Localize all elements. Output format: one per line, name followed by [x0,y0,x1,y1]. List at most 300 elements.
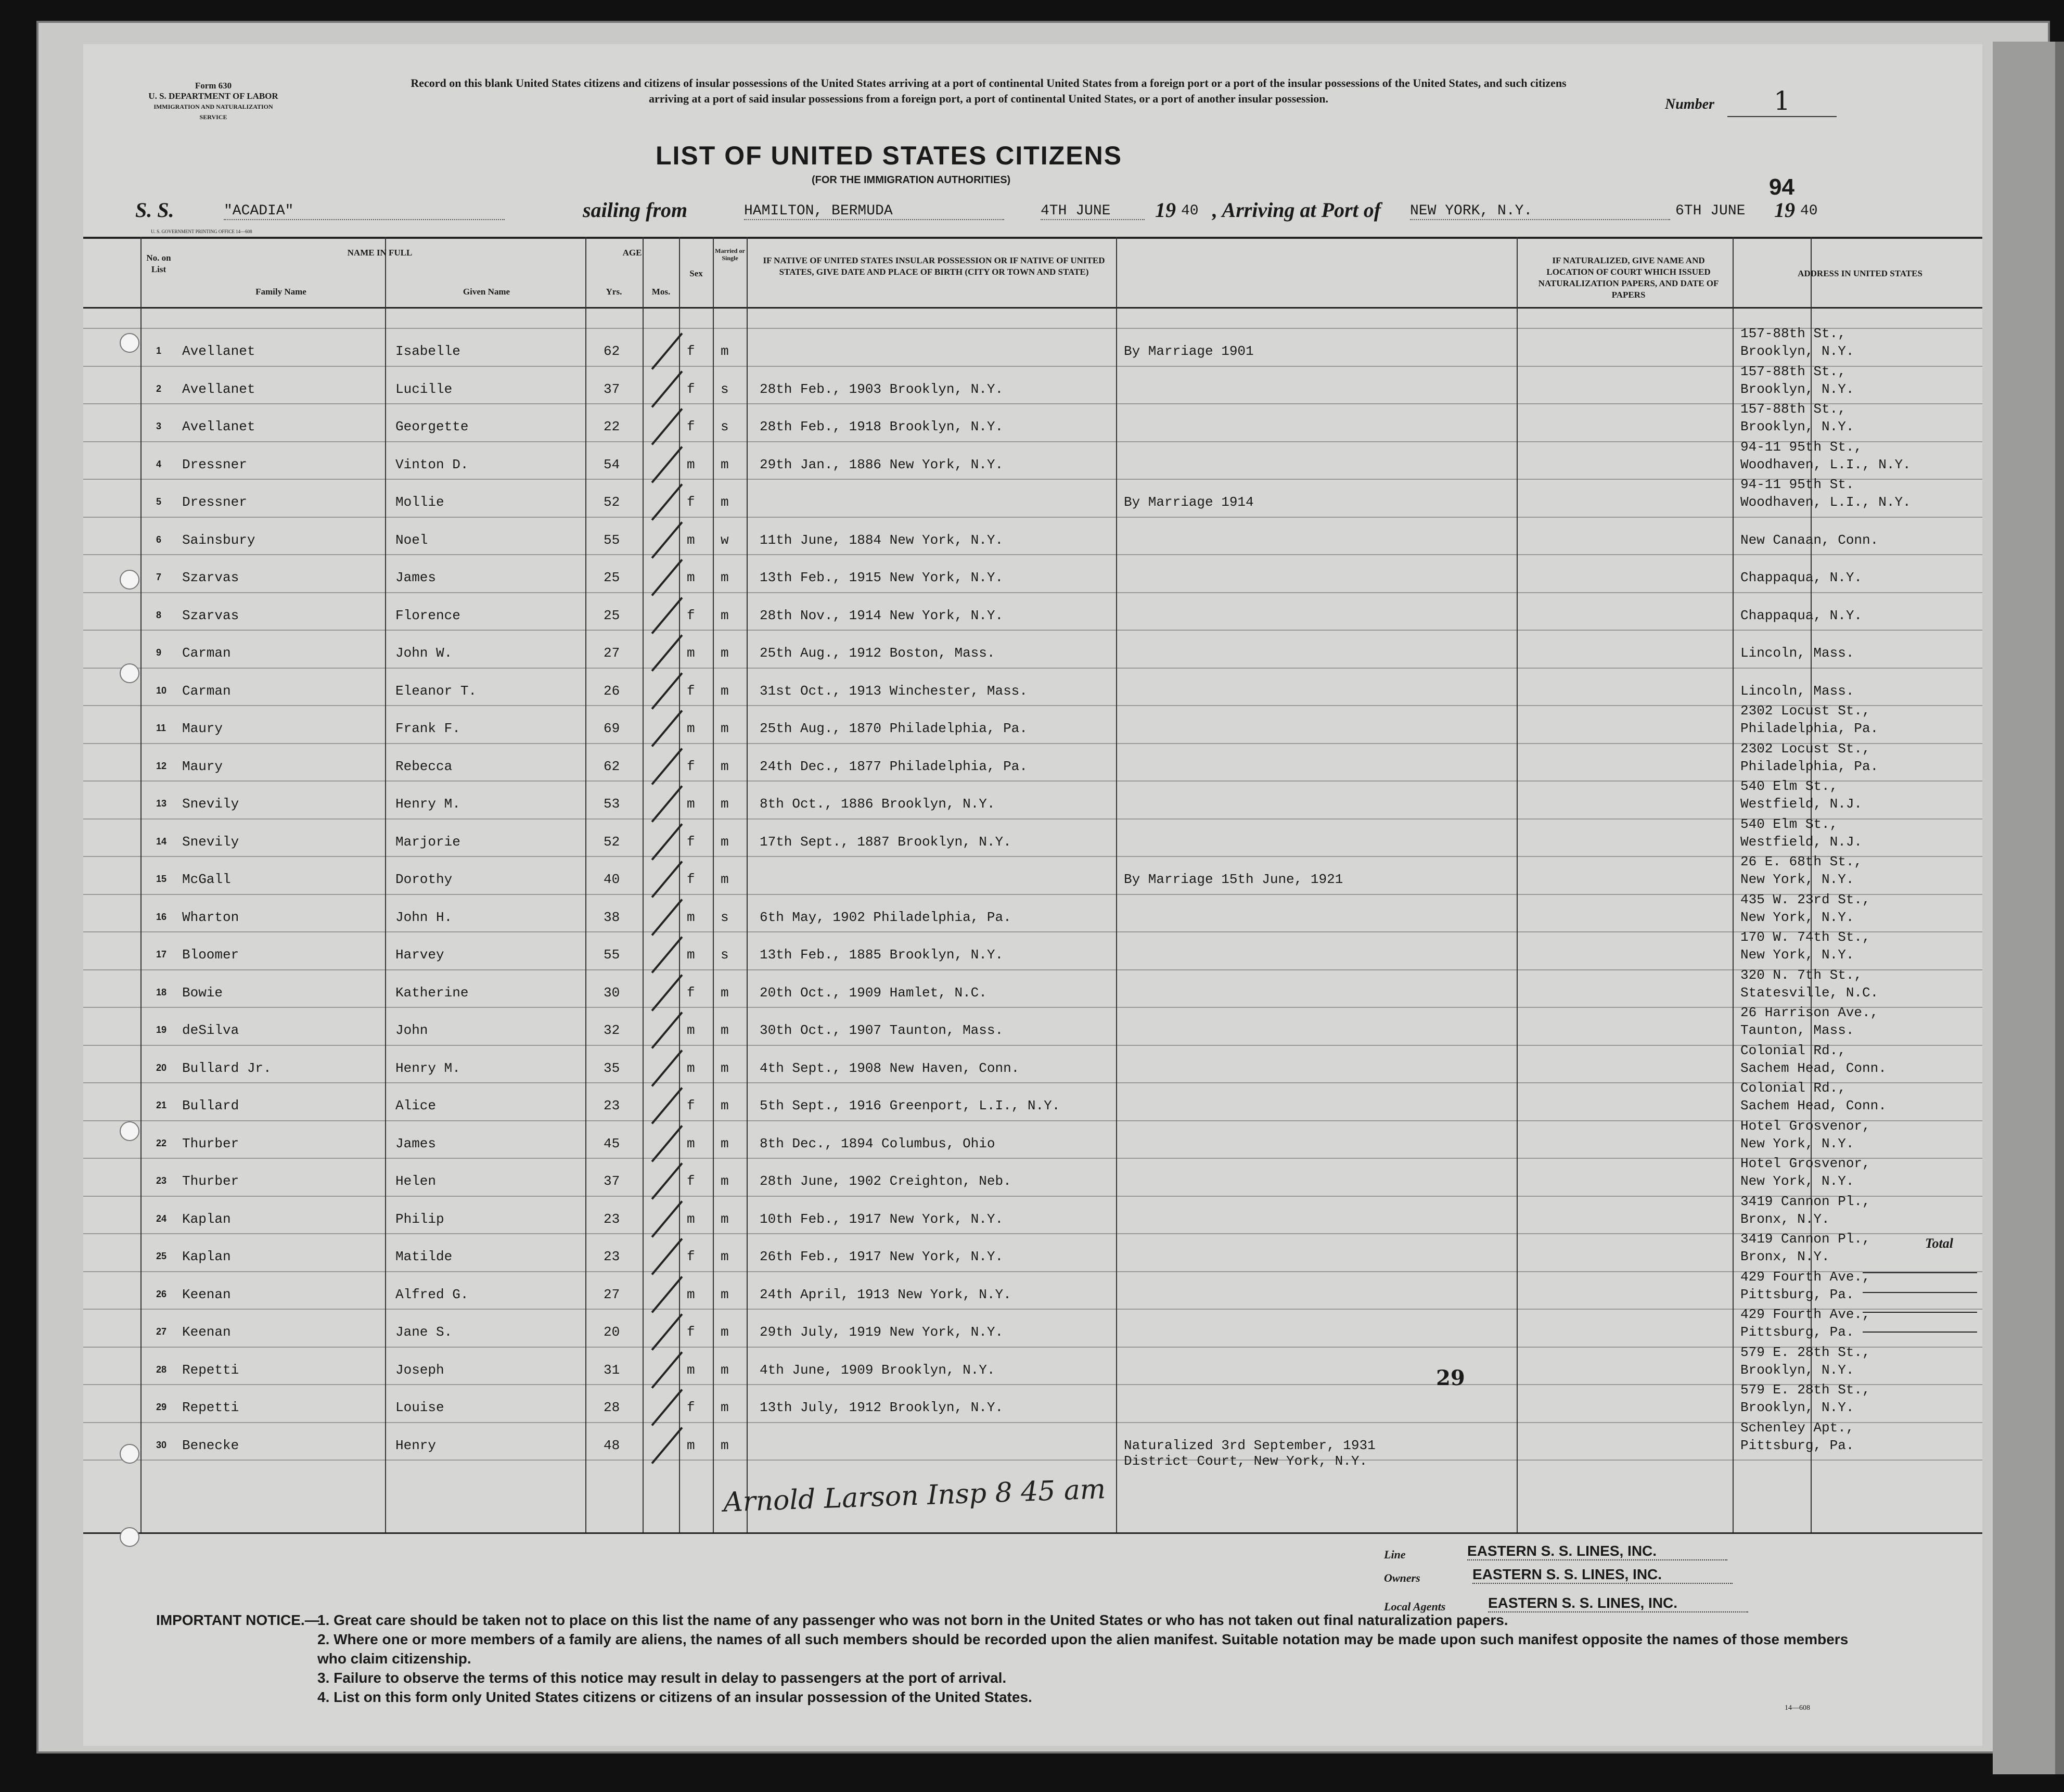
cell-ms: m [721,1362,729,1378]
cell-age: 31 [604,1362,620,1378]
cell-age: 26 [604,683,620,699]
cell-ms: m [721,570,729,585]
page-edge-dark [2055,42,2064,1774]
cell-ms: m [721,1437,729,1453]
cell-addr1: 3419 Cannon Pl., [1740,1193,1870,1209]
cell-family: Maury [182,758,223,774]
cell-ms: s [721,947,729,963]
cell-ms: m [721,1098,729,1113]
cell-age: 69 [604,721,620,736]
cell-birth: 25th Aug., 1870 Philadelphia, Pa. [760,721,1028,736]
cell-addr1: 2302 Locust St., [1740,703,1870,719]
cell-no: 16 [156,911,167,922]
cell-no: 6 [156,534,162,545]
cell-sex: f [687,381,695,397]
cell-sex: f [687,607,695,623]
cell-no: 11 [156,723,166,733]
row-rule [83,554,1982,555]
header-rule-bottom [83,307,1982,309]
cell-sex: m [687,796,695,812]
cell-given: Rebecca [395,758,453,774]
row-rule [83,403,1982,404]
cell-ms: m [721,1060,729,1076]
cell-birth: 5th Sept., 1916 Greenport, L.I., N.Y. [760,1098,1060,1113]
page-edge [1993,42,2055,1774]
cell-addr1: 540 Elm St., [1740,816,1838,832]
binder-hole [120,1121,139,1141]
cell-no: 29 [156,1402,167,1412]
cell-given: Helen [395,1173,437,1189]
row-rule [83,1196,1982,1197]
cell-family: deSilva [182,1022,239,1038]
cell-ms: m [721,796,729,812]
cell-given: Philip [395,1211,444,1227]
cell-no: 14 [156,836,167,847]
cell-sex: m [687,1437,695,1453]
checkmark [651,408,683,445]
cell-given: Henry M. [395,1060,460,1076]
cell-no: 23 [156,1175,167,1186]
cell-addr2: Pittsburg, Pa. [1740,1324,1854,1340]
cell-age: 62 [604,343,620,359]
cell-no: 22 [156,1137,167,1148]
cell-no: 5 [156,496,162,507]
header-address: ADDRESS IN UNITED STATES [1798,268,1922,278]
cell-ms: m [721,758,729,774]
cell-given: Vinton D. [395,456,469,472]
cell-ms: m [721,1173,729,1189]
cell-birth: 25th Aug., 1912 Boston, Mass. [760,645,995,661]
cell-nat: By Marriage 1914 [1124,494,1254,510]
page-title: LIST OF UNITED STATES CITIZENS [656,141,1123,170]
cell-addr2: Brooklyn, N.Y. [1740,1400,1854,1415]
printer-line: U. S. GOVERNMENT PRINTING OFFICE 14—608 [151,229,252,234]
cell-age: 22 [604,419,620,434]
cell-birth: 8th Oct., 1886 Brooklyn, N.Y. [760,796,995,812]
checkmark [651,370,683,408]
cell-addr1: Colonial Rd., [1740,1080,1846,1096]
row-rule [83,856,1982,857]
cell-age: 23 [604,1098,620,1113]
cell-given: Dorothy [395,872,453,887]
cell-addr2: Chappaqua, N.Y. [1740,570,1863,585]
checkmark [651,1313,683,1351]
owners-label: Owners [1384,1571,1420,1584]
row-rule [83,1082,1982,1083]
checkmark [651,1276,683,1313]
form-number: Form 630 [195,81,232,91]
cell-addr2: Woodhaven, L.I., N.Y. [1740,494,1911,510]
cell-addr2: Brooklyn, N.Y. [1740,1362,1854,1378]
cell-sex: f [687,758,695,774]
cell-age: 52 [604,494,620,510]
cell-no: 25 [156,1251,167,1261]
cell-nat: By Marriage 15th June, 1921 [1124,872,1343,887]
cell-no: 26 [156,1288,167,1299]
cell-no: 9 [156,647,162,658]
row-rule [83,743,1982,744]
checkmark [651,974,683,1012]
binder-hole [120,570,139,590]
cell-no: 1 [156,345,162,356]
cell-family: Avellanet [182,419,255,434]
cell-given: Louise [395,1400,444,1415]
col-divider [385,237,386,1532]
page-subtitle: (FOR THE IMMIGRATION AUTHORITIES) [812,174,1011,186]
cell-family: Szarvas [182,607,239,623]
cell-family: Bullard Jr. [182,1060,272,1076]
cell-addr1: Hotel Grosvenor, [1740,1118,1870,1134]
cell-birth: 28th Nov., 1914 New York, N.Y. [760,607,1004,623]
cell-no: 19 [156,1025,167,1035]
cell-family: Thurber [182,1135,239,1151]
row-rule [83,1460,1982,1461]
cell-age: 54 [604,456,620,472]
paper-sheet [36,21,2050,1753]
binder-hole [120,663,139,683]
cell-age: 52 [604,834,620,850]
cell-age: 20 [604,1324,620,1340]
line-label: Line [1384,1548,1406,1561]
cell-addr1: 429 Fourth Ave., [1740,1307,1870,1322]
cell-family: Bloomer [182,947,239,963]
checkmark [651,1162,683,1200]
cell-no: 3 [156,421,162,431]
cell-given: Harvey [395,947,444,963]
cell-given: Matilde [395,1249,453,1264]
line-value: EASTERN S. S. LINES, INC. [1467,1543,1727,1560]
cell-ms: m [721,872,729,887]
cell-addr2: Pittsburg, Pa. [1740,1286,1854,1302]
cell-age: 55 [604,947,620,963]
cell-ms: m [721,683,729,699]
checkmark [651,748,683,785]
cell-sex: f [687,1098,695,1113]
cell-ms: m [721,1211,729,1227]
cell-family: Carman [182,645,231,661]
row-rule [83,630,1982,631]
row-rule [83,1271,1982,1272]
ss-label: S. S. [135,198,174,222]
checkmark [651,521,683,559]
cell-birth: 28th June, 1902 Creighton, Neb. [760,1173,1011,1189]
cell-family: Thurber [182,1173,239,1189]
cell-family: Snevily [182,796,239,812]
col-divider [643,237,644,1532]
cell-age: 40 [604,872,620,887]
cell-ms: m [721,1400,729,1415]
checkmark [651,1427,683,1464]
cell-age: 62 [604,758,620,774]
cell-given: Henry [395,1437,437,1453]
row-rule [83,1309,1982,1310]
cell-sex: m [687,645,695,661]
cell-no: 18 [156,987,167,997]
checkmark [651,785,683,823]
checkmark [651,672,683,710]
cell-addr2: New York, N.Y. [1740,1135,1854,1151]
cell-sex: m [687,721,695,736]
cell-ms: s [721,909,729,925]
cell-birth: 17th Sept., 1887 Brooklyn, N.Y. [760,834,1011,850]
checkmark [651,1200,683,1238]
row-rule [83,1007,1982,1008]
col-divider [679,237,680,1532]
cell-family: Snevily [182,834,239,850]
total-lines [1863,1262,1977,1366]
cell-sex: f [687,1324,695,1340]
cell-no: 7 [156,572,162,582]
cell-family: Bowie [182,984,223,1001]
cell-addr2: Brooklyn, N.Y. [1740,419,1854,434]
cell-age: 37 [604,1173,620,1189]
cell-birth: 13th Feb., 1915 New York, N.Y. [760,570,1004,585]
cell-age: 28 [604,1400,620,1415]
cell-addr2: Chappaqua, N.Y. [1740,607,1863,623]
cell-addr1: 579 E. 28th St., [1740,1344,1870,1360]
arriving-label: , Arriving at Port of [1212,198,1381,222]
cell-given: Mollie [395,494,444,510]
cell-age: 45 [604,1135,620,1151]
cell-sex: m [687,532,695,548]
cell-ms: m [721,834,729,850]
inspector-signature: Arnold Larson Insp 8 45 am [723,1474,1107,1518]
cell-given: Lucille [395,381,453,397]
checkmark [651,1012,683,1049]
cell-sex: m [687,456,695,472]
cell-age: 27 [604,1286,620,1302]
cell-addr1: 26 E. 68th St., [1740,854,1863,869]
cell-birth: 8th Dec., 1894 Columbus, Ohio [760,1135,995,1151]
cell-age: 25 [604,607,620,623]
header-sex: Sex [689,268,703,278]
cell-birth: 31st Oct., 1913 Winchester, Mass. [760,683,1028,699]
cell-ms: m [721,1324,729,1340]
cell-given: Eleanor T. [395,683,477,699]
checkmark [651,823,683,861]
cell-addr2: Woodhaven, L.I., N.Y. [1740,456,1911,472]
cell-family: Repetti [182,1400,239,1415]
cell-birth: 29th Jan., 1886 New York, N.Y. [760,456,1004,472]
sailing-label: sailing from [583,198,688,222]
cell-addr2: Sachem Head, Conn. [1740,1060,1887,1076]
cell-addr1: 320 N. 7th St., [1740,967,1863,983]
cell-sex: f [687,419,695,434]
cell-no: 15 [156,874,167,884]
cell-birth: 28th Feb., 1903 Brooklyn, N.Y. [760,381,1004,397]
header-no: No. on List [146,253,171,274]
checkmark [651,483,683,521]
cell-addr1: Colonial Rd., [1740,1042,1846,1058]
row-rule [83,668,1982,669]
header-naturalized: IF NATURALIZED, GIVE NAME AND LOCATION OF COURT WHICH ISSUED NATURALIZATION PAPERS, AND DATE OF PAPERS [1538,255,1719,300]
cell-sex: f [687,343,695,359]
cell-birth: 28th Feb., 1918 Brooklyn, N.Y. [760,419,1004,434]
row-rule [83,969,1982,970]
notice-list [317,1610,1852,1707]
cell-family: Wharton [182,909,239,925]
cell-age: 23 [604,1249,620,1264]
cell-given: Henry M. [395,796,460,812]
cell-family: Avellanet [182,381,255,397]
cell-birth: 13th July, 1912 Brooklyn, N.Y. [760,1400,1004,1415]
cell-sex: f [687,494,695,510]
service-name: IMMIGRATION AND NATURALIZATION SERVICE [153,103,273,121]
cell-sex: m [687,909,695,925]
cell-given: Joseph [395,1362,444,1378]
cell-family: Keenan [182,1324,231,1340]
row-rule [83,1347,1982,1348]
cell-addr1: 429 Fourth Ave., [1740,1269,1870,1285]
header-years: Yrs. [606,287,622,297]
record-instructions: Record on this blank United States citizens and citizens of insular possessions of the United States arriving at a port of continental United States from a foreign port or a port of the insular possessions of the United States, and such citizens arriving at a port of said insular possessions from a foreign port, a port of continental United States, or a port of another insular possession. [411,76,1567,105]
cell-birth: 11th June, 1884 New York, N.Y. [760,532,1004,548]
cell-no: 2 [156,383,162,394]
cell-ms: m [721,721,729,736]
cell-sex: m [687,947,695,963]
cell-sex: f [687,872,695,887]
cell-addr2: New York, N.Y. [1740,947,1854,963]
binder-hole [120,333,139,353]
cell-age: 53 [604,796,620,812]
cell-ms: m [721,984,729,1001]
cell-age: 23 [604,1211,620,1227]
header-given-name: Given Name [463,287,510,297]
cell-birth: 26th Feb., 1917 New York, N.Y. [760,1249,1004,1264]
cell-family: Sainsbury [182,532,255,548]
cell-addr2: Pittsburg, Pa. [1740,1437,1854,1453]
header-family-name: Family Name [255,287,306,297]
col-divider [140,237,142,1532]
cell-addr1: 157-88th St., [1740,401,1846,417]
cell-addr1: 2302 Locust St., [1740,740,1870,757]
stamp-number: 94 [1769,174,1794,200]
cell-given: James [395,570,437,585]
row-rule [83,1422,1982,1423]
cell-ms: m [721,645,729,661]
cell-given: James [395,1135,437,1151]
cell-given: John W. [395,645,453,661]
cell-addr2: Lincoln, Mass. [1740,683,1854,699]
cell-family: Kaplan [182,1211,231,1227]
cell-addr1: 157-88th St., [1740,363,1846,379]
cell-addr2: Philadelphia, Pa. [1740,758,1879,774]
notice-2: 2. Where one or more members of a family are aliens, the names of all such members should be recorded upon the alien manifest. Suitable notation may be made upon such manifest opposite the names of those members who claim citizenship. [317,1631,1849,1667]
cell-given: Alice [395,1098,437,1113]
row-rule [83,1233,1982,1234]
cell-ms: m [721,1286,729,1302]
cell-age: 48 [604,1437,620,1453]
cell-ms: m [721,1022,729,1038]
checkmark [651,559,683,596]
cell-no: 21 [156,1100,167,1110]
cell-ms: m [721,1135,729,1151]
col-divider [713,237,714,1532]
checkmark [651,1351,683,1389]
cell-birth: 20th Oct., 1909 Hamlet, N.C. [760,984,987,1001]
header-age: AGE [622,248,642,258]
notice-label: IMPORTANT NOTICE.— [156,1612,319,1628]
arrival-year: 40 [1800,203,1818,219]
departure-port: HAMILTON, BERMUDA [744,203,1004,220]
cell-age: 35 [604,1060,620,1076]
col-divider [1116,237,1117,1532]
cell-given: Marjorie [395,834,460,850]
cell-family: Bullard [182,1098,239,1113]
cell-given: Katherine [395,984,469,1001]
cell-addr2: Statesville, N.C. [1740,984,1879,1001]
cell-sex: f [687,834,695,850]
cell-family: Benecke [182,1437,239,1453]
checkmark [651,1389,683,1426]
cell-addr1: 94-11 95th St. [1740,477,1854,492]
owners-value: EASTERN S. S. LINES, INC. [1472,1566,1733,1584]
checkmark [651,597,683,634]
header-birth: IF NATIVE OF UNITED STATES INSULAR POSSESSION OR IF NATIVE OF UNITED STATES, GIVE DATE AND PLACE OF BIRTH (CITY OR TOWN AND STATE) [763,255,1105,277]
department: U. S. DEPARTMENT OF LABOR [148,91,278,101]
cell-birth: 29th July, 1919 New York, N.Y. [760,1324,1004,1340]
sailing-date: 4TH JUNE [1041,203,1145,220]
cell-given: Noel [395,532,428,548]
form-id-block [146,81,281,122]
cell-no: 10 [156,685,167,696]
cell-addr1: 3419 Cannon Pl., [1740,1231,1870,1247]
cell-given: Frank F. [395,721,460,736]
manifest-page [83,44,1982,1746]
cell-family: Szarvas [182,570,239,585]
cell-ms: m [721,1249,729,1264]
cell-sex: f [687,1400,695,1415]
row-rule [83,705,1982,706]
checkmark [651,1238,683,1275]
cell-family: Keenan [182,1286,231,1302]
row-rule [83,479,1982,480]
cell-addr2: Bronx, N.Y. [1740,1211,1830,1227]
cell-birth: 24th April, 1913 New York, N.Y. [760,1286,1011,1302]
cell-age: 25 [604,570,620,585]
cell-addr2: New York, N.Y. [1740,872,1854,887]
row-rule [83,780,1982,782]
binder-hole [120,1444,139,1464]
cell-family: Dressner [182,456,247,472]
cell-family: Dressner [182,494,247,510]
cell-family: Maury [182,721,223,736]
cell-sex: m [687,1135,695,1151]
cell-no: 12 [156,760,167,771]
form-code: 14—608 [1785,1704,1810,1712]
cell-age: 32 [604,1022,620,1038]
row-rule [83,1384,1982,1385]
cell-given: Isabelle [395,343,460,359]
cell-age: 38 [604,909,620,925]
checkmark [651,936,683,974]
cell-addr1: 540 Elm St., [1740,778,1838,794]
cell-sex: f [687,683,695,699]
cell-family: Carman [182,683,231,699]
cell-given: Jane S. [395,1324,453,1340]
row-rule [83,1158,1982,1159]
header-rule-top [83,237,1982,239]
cell-no: 4 [156,458,162,469]
cell-addr2: New York, N.Y. [1740,909,1854,925]
cell-family: Repetti [182,1362,239,1378]
binder-hole [120,1527,139,1547]
cell-nat2: District Court, New York, N.Y. [1124,1453,1368,1469]
row-rule [83,592,1982,593]
checkmark [651,332,683,370]
cell-birth: 13th Feb., 1885 Brooklyn, N.Y. [760,947,1004,963]
row-rule [83,441,1982,442]
